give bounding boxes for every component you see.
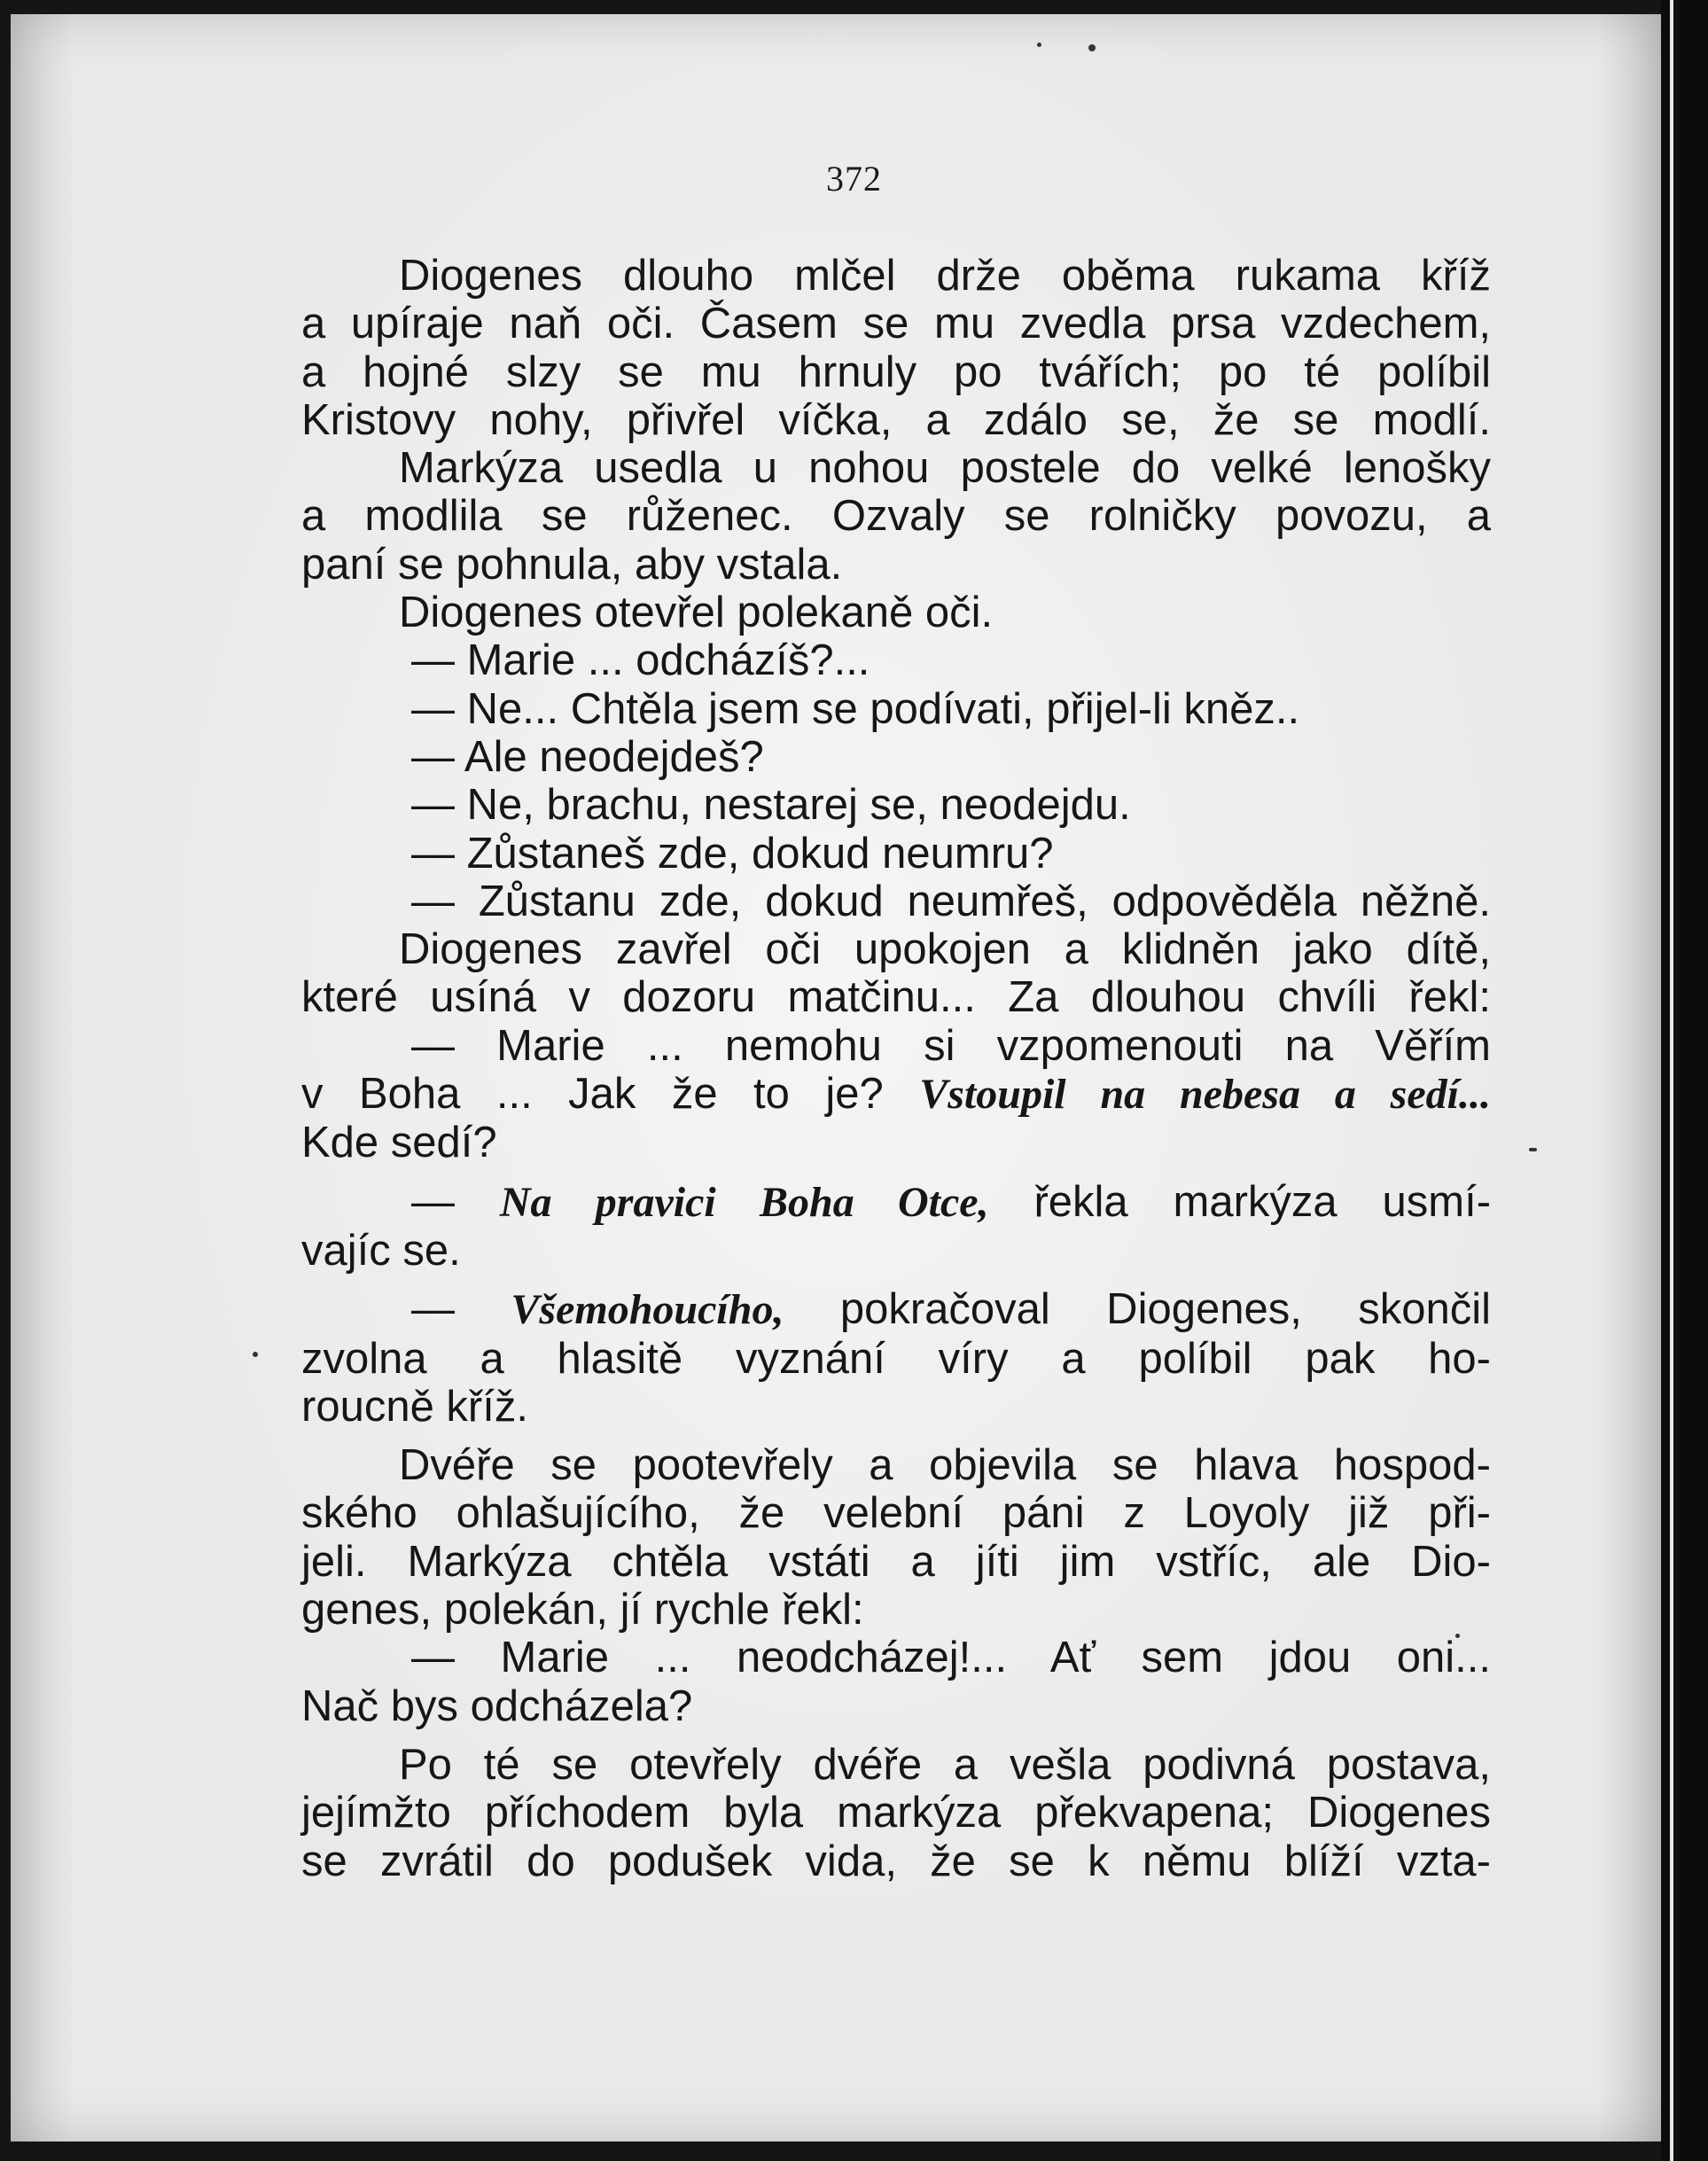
paper-speck bbox=[1037, 43, 1041, 47]
text-line: Kristovy nohy, přivřel víčka, a zdálo se, že se modlí. bbox=[301, 395, 1491, 444]
dialogue-line bbox=[301, 1178, 1491, 1227]
dialogue-line: — Zůstanu zde, dokud neumřeš, odpověděla něžně. bbox=[411, 877, 1491, 925]
book-spine-shadow bbox=[1661, 0, 1708, 2161]
text-line: vajíc se. bbox=[301, 1226, 461, 1275]
text-line: Diogenes dlouho mlčel drže oběma rukama kříž bbox=[399, 252, 1491, 300]
italic-quote: Na pravici Boha Otce, bbox=[499, 1178, 989, 1226]
dialogue-line bbox=[301, 1285, 1491, 1334]
text-run: v Boha ... Jak že to je? bbox=[301, 1070, 920, 1119]
spacer bbox=[301, 1730, 1491, 1741]
spacer bbox=[301, 1167, 1491, 1178]
text-line: Kde sedí? bbox=[301, 1119, 497, 1167]
paper-speck bbox=[1529, 1148, 1537, 1151]
text-line: které usíná v dozoru matčinu... Za dlouhou chvíli řekl: bbox=[301, 973, 1491, 1022]
text-line: jejímžto příchodem byla markýza překvapena; Diogenes bbox=[301, 1789, 1491, 1837]
text-line: Po té se otevřely dvéře a vešla podivná postava, bbox=[399, 1740, 1491, 1789]
paper-speck bbox=[253, 1352, 258, 1357]
dialogue-line: — Marie ... neodcházej!... Ať sem jdou oni... bbox=[411, 1634, 1491, 1682]
text-line: se zvrátil do podušek vida, že se k němu blíží vzta- bbox=[301, 1837, 1491, 1885]
page-number: 372 bbox=[826, 159, 882, 199]
text-line: ského ohlašujícího, že velební páni z Loyoly již při- bbox=[301, 1489, 1491, 1538]
spacer bbox=[301, 1275, 1491, 1285]
page-edge-line bbox=[1670, 0, 1673, 2161]
text-line: Nač bys odcházela? bbox=[301, 1681, 693, 1730]
text-line: Diogenes otevřel polekaně oči. bbox=[399, 589, 994, 637]
dialogue-line: — Marie ... nemohu si vzpomenouti na Věřím bbox=[411, 1021, 1491, 1070]
text-run: — bbox=[411, 1177, 500, 1226]
text-run: — bbox=[411, 1285, 511, 1334]
italic-quote: Vstoupil na nebesa a sedí... bbox=[919, 1071, 1491, 1119]
text-line: paní se pohnula, aby vstala. bbox=[301, 540, 843, 589]
text-run: pokračoval Diogenes, skončil bbox=[784, 1285, 1491, 1334]
dialogue-line: — Ale neodejdeš? bbox=[411, 732, 764, 781]
text-line: a modlila se růženec. Ozvaly se rolničky povozu, a bbox=[301, 492, 1491, 541]
spacer bbox=[301, 1431, 1491, 1441]
dialogue-line: — Marie ... odcházíš?... bbox=[411, 636, 870, 685]
text-line: roucně kříž. bbox=[301, 1382, 528, 1431]
text-line bbox=[301, 1070, 1491, 1119]
text-run: řekla markýza usmí- bbox=[988, 1177, 1492, 1226]
text-line: Dvéře se pootevřely a objevila se hlava hospod- bbox=[399, 1441, 1491, 1490]
text-line: a upíraje naň oči. Časem se mu zvedla prsa vzdechem, bbox=[301, 300, 1491, 348]
dialogue-line: — Ne... Chtěla jsem se podívati, přijel-li kněz.. bbox=[411, 684, 1300, 733]
paper-speck bbox=[1088, 44, 1096, 51]
text-line: a hojné slzy se mu hrnuly po tvářích; po té políbil bbox=[301, 347, 1491, 396]
dialogue-line: — Zůstaneš zde, dokud neumru? bbox=[411, 829, 1054, 878]
text-line: zvolna a hlasitě vyznání víry a políbil pak ho- bbox=[301, 1334, 1491, 1383]
dialogue-line: — Ne, brachu, nestarej se, neodejdu. bbox=[411, 781, 1131, 830]
text-line: Markýza usedla u nohou postele do velké lenošky bbox=[399, 444, 1491, 493]
body-text bbox=[301, 252, 1491, 1885]
italic-quote: Všemohoucího, bbox=[511, 1286, 784, 1334]
text-line: genes, polekán, jí rychle řekl: bbox=[301, 1586, 864, 1634]
text-line: Diogenes zavřel oči upokojen a klidněn jako dítě, bbox=[399, 925, 1491, 974]
text-line: jeli. Markýza chtěla vstáti a jíti jim vstříc, ale Dio- bbox=[301, 1537, 1491, 1586]
